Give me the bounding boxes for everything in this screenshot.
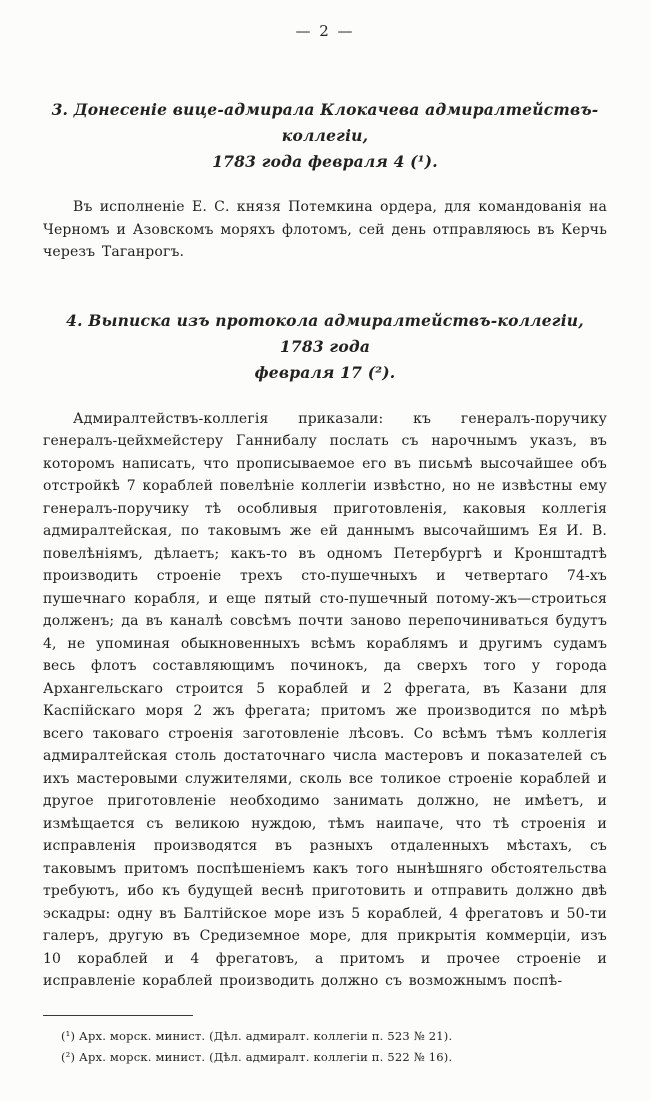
footnote-divider bbox=[43, 1015, 193, 1016]
section-3-heading-line-1: 3. Донесеніе вице-адмирала Клокачева адмиралтействъ-коллегіи, bbox=[51, 100, 599, 145]
section-3-heading bbox=[43, 97, 607, 175]
footnotes bbox=[43, 1015, 607, 1068]
section-3-paragraph: Въ исполненіе Е. С. князя Потемкина ордера, для командованія на Черномъ и Азовскомъ моряхъ флотомъ, сей день отправляюсь въ Керчь черезъ Таганрогъ. bbox=[43, 199, 607, 260]
section-4-heading-line-1: 4. Выписка изъ протокола адмиралтействъ-коллегіи, 1783 года bbox=[66, 310, 584, 356]
section-4 bbox=[43, 308, 607, 993]
page-number: — 2 — bbox=[295, 22, 355, 40]
section-3-heading-line-2: 1783 года февраля 4 (¹). bbox=[212, 152, 438, 171]
footnote-1: (¹) Арх. морск. минист. (Дѣл. адмиралт. коллегіи п. 523 № 21). bbox=[61, 1028, 453, 1043]
section-4-heading bbox=[43, 308, 607, 386]
section-4-heading-line-2: февраля 17 (²). bbox=[254, 362, 396, 382]
footnote-2: (²) Арх. морск. минист. (Дѣл. адмиралт. коллегіи п. 522 № 16). bbox=[61, 1049, 453, 1064]
section-3 bbox=[43, 97, 607, 264]
section-4-paragraph: Адмиралтействъ-коллегія приказали: къ генералъ-поручику генералъ-цейхмейстеру Ганнибалу послать съ нарочнымъ указъ, въ которомъ написать, что прописываемое его въ письмѣ высочайшее объ отстройкѣ 7 кораблей повелѣніе коллегіи извѣстно, но не извѣстны ему генералъ-поручику тѣ особливыя приготовленія, каковыя коллегія адмиралтейская, по таковымъ же ей даннымъ высочайшимъ Ея И. В. повелѣніямъ, дѣлаетъ; какъ-то въ одномъ Петербургѣ и Кронштадтѣ производить строеніе трехъ сто-пушечныхъ и четвертаго 74-хъ пушечнаго корабля, и еще пятый сто-пушечный потому-жъ—строиться долженъ; да въ каналѣ совсѣмъ почти заново перепочиниваться будутъ 4, не упоминая обыкновенныхъ всѣмъ кораблямъ и другимъ судамъ весь флотъ составляющимъ починокъ, да сверхъ того у города Архангельскаго строится 5 кораблей и 2 фрегата, въ Казани для Каспійскаго моря 2 жъ фрегата; притомъ же производится по мѣрѣ всего таковаго строенія заготовленіе лѣсовъ. Со всѣмъ тѣмъ коллегія адмиралтейская столь достаточнаго числа мастеровъ и показателей съ ихъ мастеровыми служителями, сколь все толикое строеніе кораблей и другое приготовленіе необходимо занимать должно, не имѣетъ, и измѣщается съ великою нуждою, тѣмъ наипаче, что тѣ строенія и исправленія производятся въ разныхъ отдаленныхъ мѣстахъ, съ таковымъ притомъ поспѣшеніемъ какъ того нынѣшняго обстоятельства требуютъ, ибо къ будущей веснѣ приготовить и отправить должно двѣ эскадры: одну въ Балтійское море изъ 5 кораблей, 4 фрегатовъ и 50-ти галеръ, другую въ Средиземное море, для прикрытія коммерціи, изъ 10 кораблей и 4 фрегатовъ, а притомъ и прочее строеніе и исправленіе кораблей производить должно съ возможнымъ поспѣ- bbox=[43, 410, 607, 989]
